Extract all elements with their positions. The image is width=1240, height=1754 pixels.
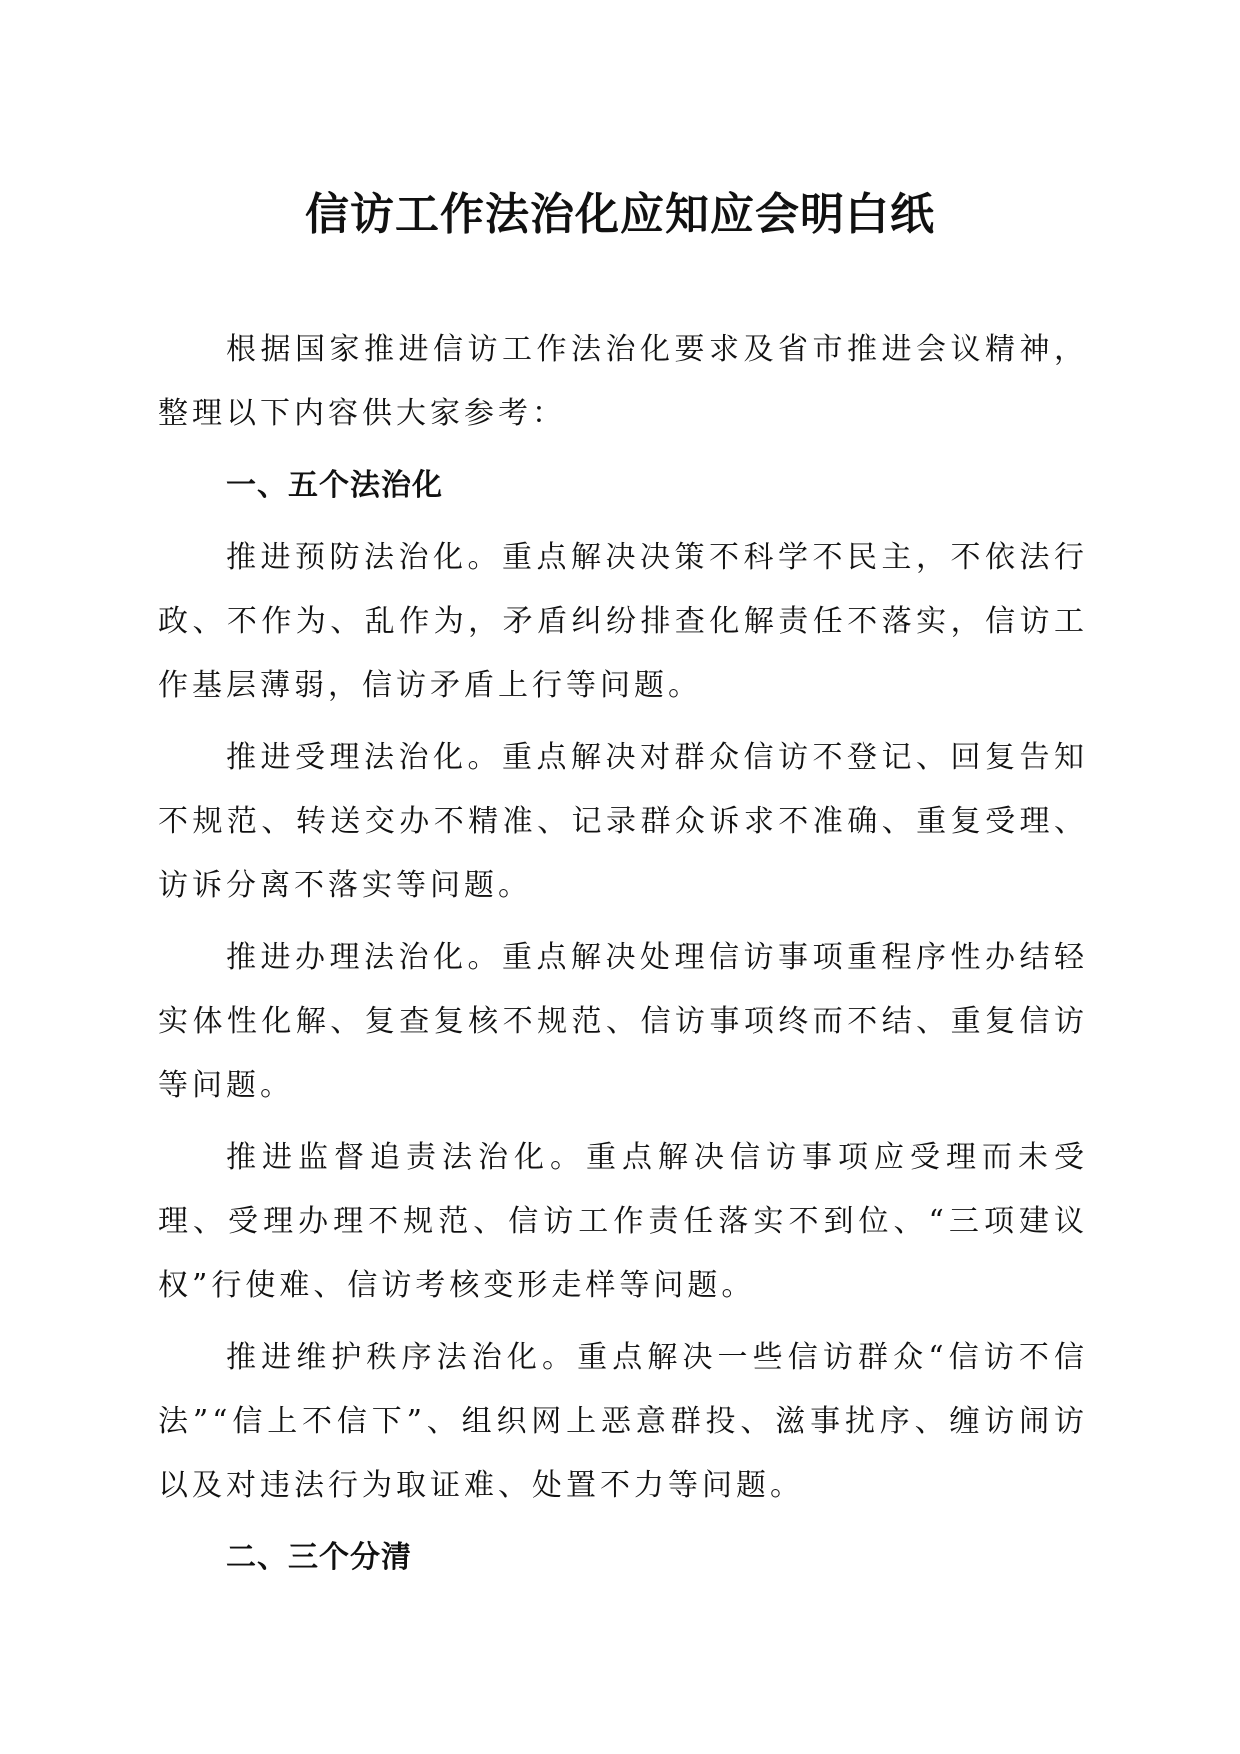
document-body [158, 318, 1088, 1590]
paragraph-supervision: 推进监督追责法治化。重点解决信访事项应受理而未受理、受理办理不规范、信访工作责任落实不到位、“三项建议权”行使难、信访考核变形走样等问题。 [158, 1140, 1088, 1303]
spacer [158, 1118, 1088, 1126]
paragraph-order: 推进维护秩序法治化。重点解决一些信访群众“信访不信法”“信上不信下”、组织网上恶意群投、滋事扰序、缠访闹访以及对违法行为取证难、处置不力等问题。 [158, 1340, 1088, 1503]
paragraph-handling: 推进办理法治化。重点解决处理信访事项重程序性办结轻实体性化解、复查复核不规范、信访事项终而不结、重复信访等问题。 [158, 940, 1088, 1103]
spacer [158, 1518, 1088, 1526]
spacer [158, 718, 1088, 726]
spacer [158, 518, 1088, 526]
paragraph-acceptance: 推进受理法治化。重点解决对群众信访不登记、回复告知不规范、转送交办不精准、记录群众诉求不准确、重复受理、访诉分离不落实等问题。 [158, 740, 1088, 903]
section-heading-five-rule-of-law: 一、五个法治化 [226, 468, 443, 503]
section-heading-three-distinctions: 二、三个分清 [226, 1540, 412, 1575]
intro-paragraph: 根据国家推进信访工作法治化要求及省市推进会议精神，整理以下内容供大家参考： [158, 332, 1088, 431]
spacer [158, 918, 1088, 926]
spacer [158, 1318, 1088, 1326]
paragraph-prevention: 推进预防法治化。重点解决决策不科学不民主，不依法行政、不作为、乱作为，矛盾纠纷排查化解责任不落实，信访工作基层薄弱，信访矛盾上行等问题。 [158, 540, 1088, 703]
spacer [158, 446, 1088, 454]
document-title: 信访工作法治化应知应会明白纸 [305, 189, 935, 240]
